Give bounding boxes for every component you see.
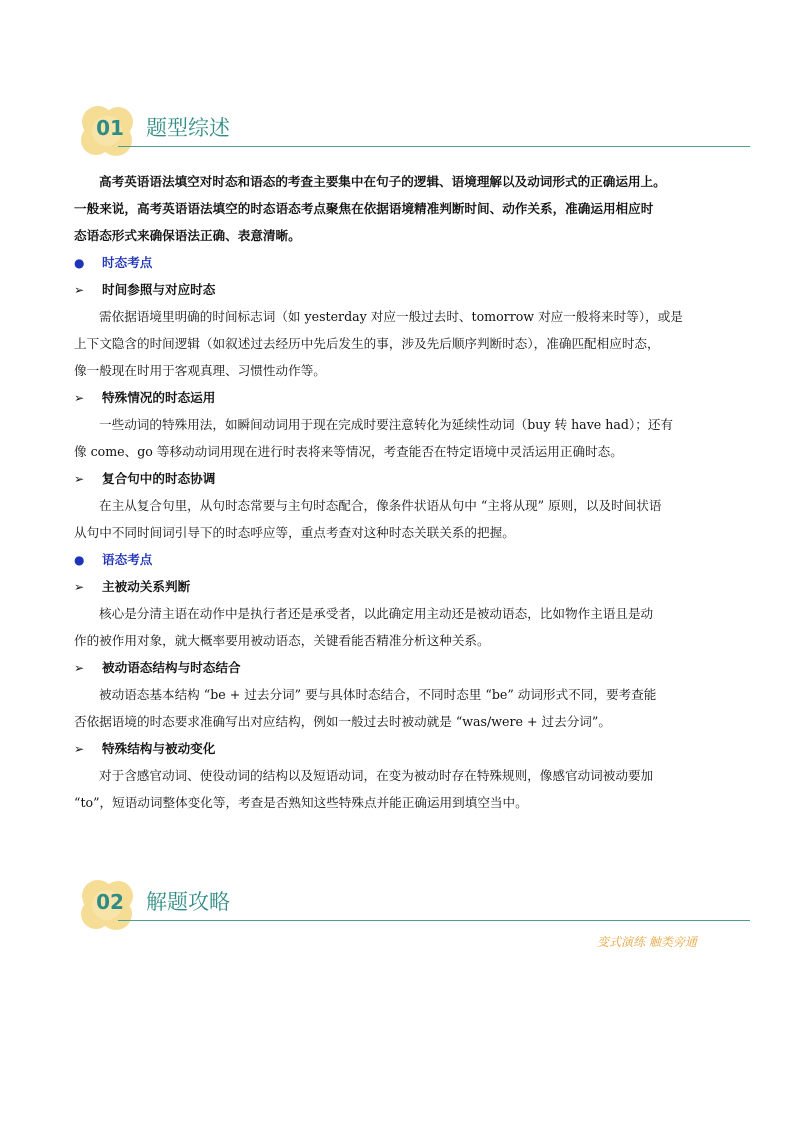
paragraph-line: “to”，短语动词整体变化等，考查是否熟知这些特殊点并能正确运用到填空当中。	[74, 795, 528, 810]
arrow-icon: ➢	[74, 580, 85, 594]
paragraph-line: 像 come、go 等移动动词用现在进行时表将来等情况，考查能否在特定语境中灵活运用正确时态。	[74, 444, 623, 459]
section-title: 题型综述	[146, 116, 230, 140]
section-number: 01	[96, 116, 124, 140]
topic-heading: ● 语态考点	[74, 546, 724, 573]
paragraph-line: 在主从复合句里，从句时态常要与主句时态配合，像条件状语从句中 “主将从现” 原则，以及时间状语	[99, 498, 662, 513]
section-number: 02	[96, 890, 124, 914]
topic-heading: ● 时态考点	[74, 249, 724, 276]
arrow-icon: ➢	[74, 742, 85, 756]
subtopic-heading: ➢ 主被动关系判断	[74, 573, 724, 600]
bullet-icon: ●	[74, 553, 85, 567]
arrow-icon: ➢	[74, 391, 85, 405]
section-title: 解题攻略	[146, 890, 230, 914]
paragraph-line: 核心是分清主语在动作中是执行者还是承受者，以此确定用主动还是被动语态，比如物作主语且是动	[99, 606, 654, 621]
subtopic-heading: ➢ 特殊结构与被动变化	[74, 735, 724, 762]
paragraph-line: 从句中不同时间词引导下的时态呼应等，重点考查对这种时态关联关系的把握。	[74, 525, 515, 540]
section-body	[74, 168, 724, 816]
arrow-icon: ➢	[74, 661, 85, 675]
paragraph-line: 对于含感官动词、使役动词的结构以及短语动词，在变为被动时存在特殊规则，像感官动词被动要加	[99, 768, 654, 783]
intro-line: 态语态形式来确保语法正确、表意清晰。	[74, 228, 301, 243]
arrow-icon: ➢	[74, 472, 85, 486]
arrow-icon: ➢	[74, 283, 85, 297]
paragraph-line: 否依据语境的时态要求准确写出对应结构，例如一般过去时被动就是 “was/were + 过去分词”。	[74, 714, 611, 729]
section-tagline: 变式演练 触类旁通	[597, 935, 697, 949]
subtopic-heading: ➢ 特殊情况的时态运用	[74, 384, 724, 411]
intro-line: 一般来说，高考英语语法填空的时态语态考点聚焦在依据语境精准判断时间、动作关系，准确运用相应时	[74, 201, 654, 216]
paragraph-line: 被动语态基本结构 “be + 过去分词” 要与具体时态结合，不同时态里 “be” 动词形式不同，要考查能	[99, 687, 657, 702]
paragraph-line: 作的被作用对象，就大概率要用被动语态，关键看能否精准分析这种关系。	[74, 633, 490, 648]
section-rule	[118, 146, 750, 147]
subtopic-heading: ➢ 复合句中的时态协调	[74, 465, 724, 492]
intro-line: 高考英语语法填空对时态和语态的考查主要集中在句子的逻辑、语境理解以及动词形式的正确运用上。	[99, 174, 666, 189]
bullet-icon: ●	[74, 256, 85, 270]
paragraph-line: 一些动词的特殊用法，如瞬间动词用于现在完成时要注意转化为延续性动词（buy 转 have had）；还有	[99, 417, 674, 432]
subtopic-heading: ➢ 被动语态结构与时态结合	[74, 654, 724, 681]
subtopic-heading: ➢ 时间参照与对应时态	[74, 276, 724, 303]
paragraph-line: 上下文隐含的时间逻辑（如叙述过去经历中先后发生的事，涉及先后顺序判断时态），准确匹配相应时态，	[74, 336, 660, 351]
section-rule	[118, 920, 750, 921]
paragraph-line: 需依据语境里明确的时间标志词（如 yesterday 对应一般过去时、tomorrow 对应一般将来时等），或是	[99, 309, 683, 324]
paragraph-line: 像一般现在时用于客观真理、习惯性动作等。	[74, 363, 326, 378]
